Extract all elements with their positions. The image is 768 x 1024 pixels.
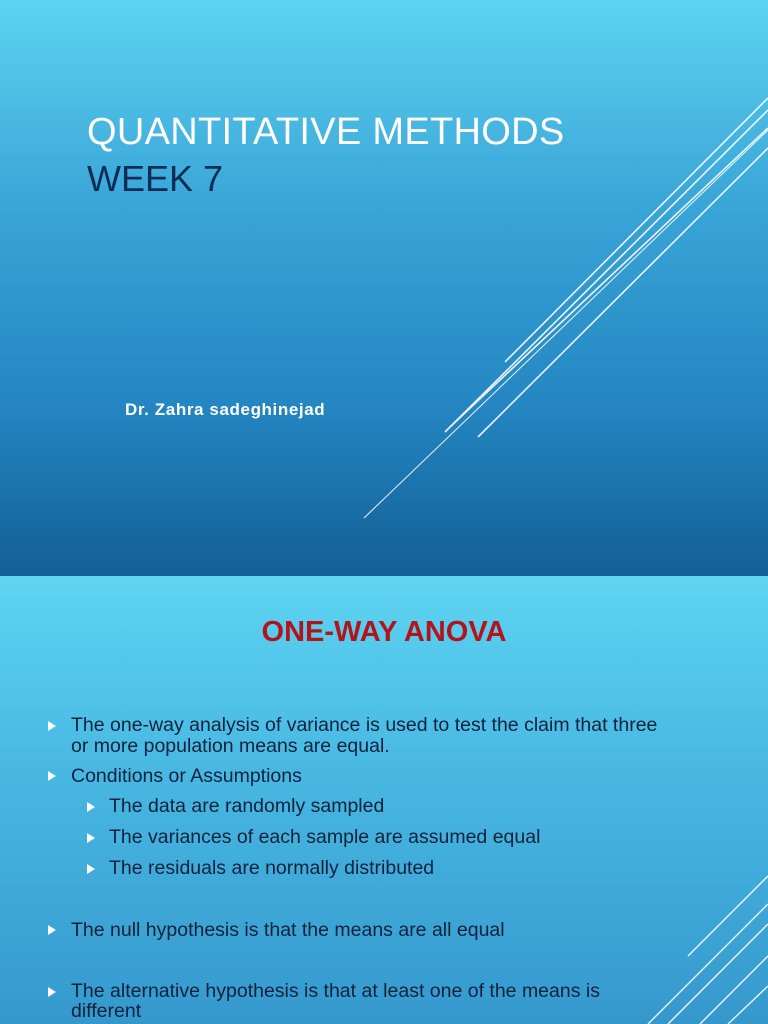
author-name: Dr. Zahra sadeghinejad <box>125 400 326 419</box>
bullet-text: or more population means are equal. <box>71 735 390 757</box>
bullet-arrow-icon <box>48 925 56 935</box>
sub-bullet-text: The data are randomly sampled <box>109 795 385 817</box>
bullet-text: The alternative hypothesis is that at least one of the means is <box>71 980 600 1002</box>
bullet-arrow-icon <box>48 721 56 731</box>
presentation-subtitle: WEEK 7 <box>87 158 224 199</box>
bullet-text: The null hypothesis is that the means are all equal <box>71 919 505 941</box>
content-slide <box>0 576 768 1024</box>
bullet-arrow-icon <box>48 771 56 781</box>
sub-bullet-text: The variances of each sample are assumed equal <box>109 826 541 848</box>
bullet-arrow-icon <box>87 833 95 843</box>
slide-heading: ONE-WAY ANOVA <box>261 616 507 648</box>
sub-bullet-text: The residuals are normally distributed <box>109 857 435 879</box>
bullet-text: different <box>71 1000 142 1022</box>
bullet-arrow-icon <box>87 864 95 874</box>
presentation-title: QUANTITATIVE METHODS <box>87 111 565 153</box>
bullet-arrow-icon <box>48 987 56 997</box>
bullet-text: The one-way analysis of variance is used to test the claim that three <box>71 714 658 736</box>
bullet-text: Conditions or Assumptions <box>71 765 302 787</box>
bullet-arrow-icon <box>87 802 95 812</box>
